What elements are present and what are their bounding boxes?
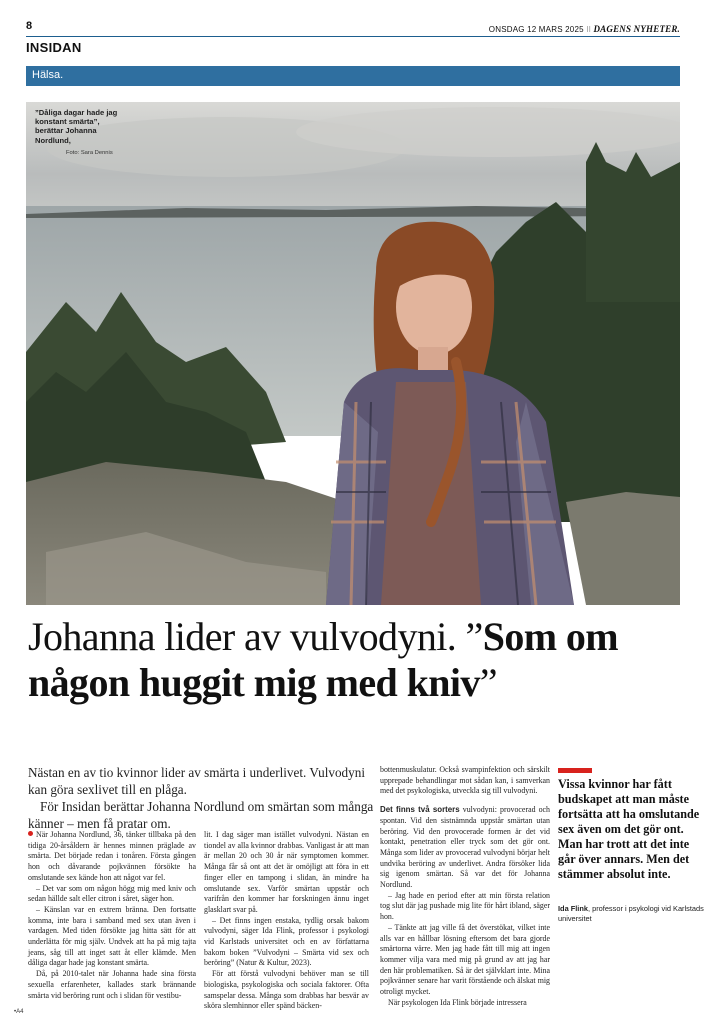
topic-label: Hälsa. xyxy=(32,69,64,81)
article-photo xyxy=(26,102,680,605)
body-paragraph: Då, på 2010-talet när Johanna hade sina första sexuella erfarenheter, kallades stark brännande smärta vid beröring runt och i slidan för vestibu- xyxy=(28,969,196,1000)
page-footer-mark: •A4 xyxy=(14,1009,24,1015)
body-paragraph: När Johanna Nordlund, 36, tänker tillbaka på den tidiga 20-årsåldern är hennes minnen präglade av smärta. Det började redan i tonåren. Första gången hon och dåvarande pojkvännen försökte ha omslutande sex kände hon att något var fel. xyxy=(28,830,196,882)
body-column-1 xyxy=(28,830,196,1001)
column-subhead: Det finns två sorters xyxy=(380,805,460,815)
body-paragraph: För att förstå vulvodyni behöver man se till biologiska, psykologiska och sociala faktorer. Ofta samspelar dessa. Många som drabbas har besvär av sköra slemhinnor eller spänd bäcken- xyxy=(204,969,369,1011)
photo-caption: ”Dåliga dagar hade jag konstant smärta”, berättar Johanna Nordlund, xyxy=(35,108,118,145)
body-paragraph: – Det finns ingen enstaka, tydlig orsak bakom vulvodyni, säger Ida Flink, professor i psykologi vid Karlstads universitet och en av författarna bakom boken ”Vulvodyni – Smärta vid sex och beröring” (Natur & Kultur, 2023). xyxy=(204,915,369,968)
body-paragraph: – Jag hade en period efter att min första relation tog slut där jag pushade mig lite för hårt ibland, säger hon. xyxy=(380,890,550,922)
body-column-3 xyxy=(380,765,550,1008)
dateline-separator: II xyxy=(586,25,592,34)
body-paragraph: När psykologen Ida Flink började intressera xyxy=(388,997,527,1007)
portrait-photo-icon xyxy=(26,102,680,605)
body-paragraph: – Det var som om någon högg mig med kniv och sedan hällde salt eller citron i såret, säger hon. xyxy=(28,883,196,904)
ingress-paragraph-1: Nästan en av tio kvinnor lider av smärta i underlivet. Vulvodyni kan göra sexlivet till en plåga. xyxy=(28,765,366,797)
article-ingress xyxy=(28,764,374,832)
photo-credit: Foto: Sara Dennis xyxy=(66,150,113,156)
header-rule xyxy=(26,36,680,37)
ingress-paragraph-2: För Insidan berättar Johanna Nordlund om smärtan som många känner – men få pratar om. xyxy=(28,799,374,831)
pull-quote: Vissa kvinnor har fått budskapet att man måste fortsätta att ha omslutande sex även om det gör ont. Man har trott att det inte går över annars. Men det stämmer absolut inte. xyxy=(558,777,700,881)
pull-quote-accent-bar xyxy=(558,768,592,773)
body-paragraph: vulvodyni: provocerad och spontan. Vid den sistnämnda uppstår smärtan utan beröring. Vid den provocerade formen är det vid kontakt, penetration eller tryck som det gör ont. Många som lider av provocerad vulvodyni börjar helt undvika beröring av underlivet. Andra försöker lida sig igenom smärtan. Så var det för Johanna Nordlund. xyxy=(380,805,550,890)
red-dot-icon xyxy=(28,831,33,836)
headline-quote-close: ” xyxy=(479,660,497,705)
body-paragraph: lit. I dag säger man istället vulvodyni. Nästan en tiondel av alla kvinnor drabbas. Vanligast är att man är mellan 20 och 30 år när symptomen kommer. Många får så ont att det är omöjligt att föra in ett finger eller en tampong i slidan, än mindre ha omslutande sex. Varför smärtan uppstår och varifrån den kommer har forskningen ännu inget glasklart svar på. xyxy=(204,830,369,914)
issue-date: ONSDAG 12 MARS 2025 xyxy=(488,25,584,34)
pull-quote-name: Ida Flink xyxy=(558,904,588,913)
pull-quote-role: , professor i psykologi vid Karlstads universitet xyxy=(558,904,704,923)
newspaper-name: DAGENS NYHETER. xyxy=(593,24,680,34)
body-paragraph: – Känslan var en extrem bränna. Den fortsatte komma, inte bara i samband med sex utan även i vardagen. Med tiden försökte jag hitta sätt för att underlätta för mig själv. Undvek att ha på mig tajta jeans, såg till att inget satt åt eller klämde. Men dåliga dagar hade jag konstant smärta. xyxy=(28,904,196,968)
headline-lead: Johanna lider av vulvodyni. ” xyxy=(28,614,483,659)
header-dateline xyxy=(489,24,680,34)
body-column-2 xyxy=(204,830,369,1012)
topic-bar xyxy=(26,66,680,86)
pull-quote-attribution xyxy=(558,904,704,923)
section-name: INSIDAN xyxy=(26,40,82,55)
page-number: 8 xyxy=(26,20,33,32)
article-headline xyxy=(28,614,688,706)
body-paragraph: – Tänkte att jag ville få det överstökat, vilket inte alls var en hållbar lösning eftersom det bara gjorde smärtorna värre. Men jag hade fått till mig att ingen kommer vilja vara med mig på grund av att jag har den här problematiken. Så är det självklart inte. Mina pojkvänner senare har varit förstående och älskat mig otroligt mycket. xyxy=(380,922,550,997)
headline-quote: Som om någon huggit mig med kniv xyxy=(28,614,619,705)
body-paragraph: bottenmuskulatur. Också svampinfektion och särskilt upprepade behandlingar mot sådan kan, i samverkan med det psykologiska, utveckla sig till vulvodyni. xyxy=(380,765,550,796)
